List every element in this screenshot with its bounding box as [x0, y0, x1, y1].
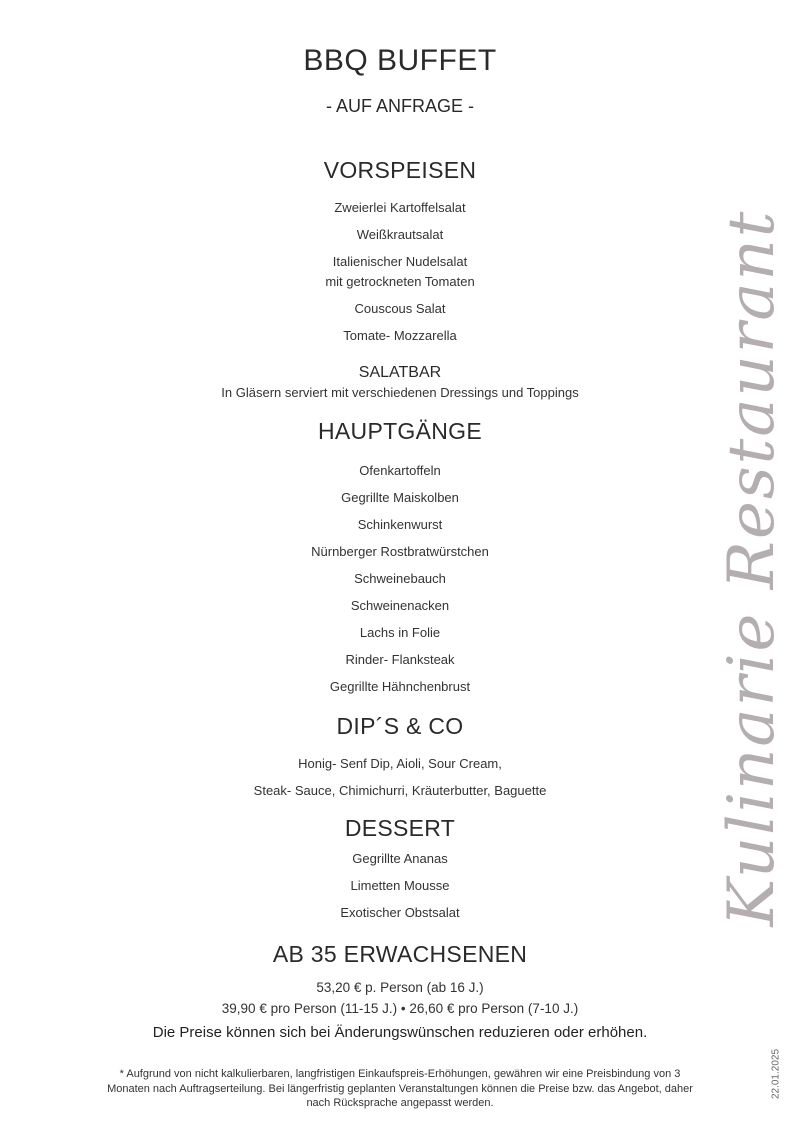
price-adult: 53,20 € p. Person (ab 16 J.): [316, 980, 484, 995]
menu-item: Gegrillte Maiskolben: [341, 490, 459, 505]
menu-item-detail: mit getrockneten Tomaten: [325, 274, 475, 289]
brand-script-logo: Kulinarie Restaurant: [715, 209, 789, 927]
price-note: Die Preise können sich bei Änderungswünschen reduzieren oder erhöhen.: [152, 1024, 648, 1041]
menu-item: Couscous Salat: [354, 301, 446, 316]
footnote: * Aufgrund von nicht kalkulierbaren, langfristigen Einkaufspreis-Erhöhungen, gewähren wir eine Preisbindung von 3 Monaten nach Auftragserteilung. Bei längerfristig geplanten Veranstaltungen können die Preise bzw. das Angebot, daher nach Rücksprache angepasst werden.: [107, 1068, 693, 1109]
menu-item: Gegrillte Ananas: [352, 851, 448, 866]
document-date: 22.01.2025: [770, 1048, 782, 1100]
menu-item: Schweinenacken: [350, 598, 450, 613]
menu-item: Schinkenwurst: [357, 517, 443, 532]
section-heading-dessert: DESSERT: [344, 815, 456, 841]
menu-item: Zweierlei Kartoffelsalat: [334, 200, 466, 215]
salatbar-description: In Gläsern serviert mit verschiedenen Dressings und Toppings: [221, 385, 579, 400]
section-heading-vorspeisen: VORSPEISEN: [323, 157, 477, 183]
section-heading-dips: DIP´S & CO: [336, 713, 464, 739]
section-heading-hauptgaenge: HAUPTGÄNGE: [317, 418, 483, 444]
menu-item: Steak- Sauce, Chimichurri, Kräuterbutter, Baguette: [253, 783, 547, 798]
menu-item: Schweinebauch: [354, 571, 446, 586]
menu-item: Gegrillte Hähnchenbrust: [329, 679, 471, 694]
menu-title: BBQ BUFFET: [303, 44, 497, 77]
menu-item: Italienischer Nudelsalat: [332, 254, 468, 269]
menu-item: Limetten Mousse: [350, 878, 450, 893]
menu-item: Lachs in Folie: [359, 625, 441, 640]
menu-item: Nürnberger Rostbratwürstchen: [311, 544, 489, 559]
section-heading-pricing: AB 35 ERWACHSENEN: [272, 941, 528, 967]
menu-item: Exotischer Obstsalat: [340, 905, 460, 920]
menu-item: Ofenkartoffeln: [359, 463, 441, 478]
price-children: 39,90 € pro Person (11-15 J.) • 26,60 € pro Person (7-10 J.): [221, 1001, 579, 1016]
menu-item: Weißkrautsalat: [356, 227, 444, 242]
section-heading-salatbar: SALATBAR: [358, 364, 442, 381]
menu-subtitle: - AUF ANFRAGE -: [325, 96, 475, 116]
menu-item: Rinder- Flanksteak: [345, 652, 455, 667]
menu-item: Honig- Senf Dip, Aioli, Sour Cream,: [298, 756, 502, 771]
menu-item: Tomate- Mozzarella: [343, 328, 457, 343]
